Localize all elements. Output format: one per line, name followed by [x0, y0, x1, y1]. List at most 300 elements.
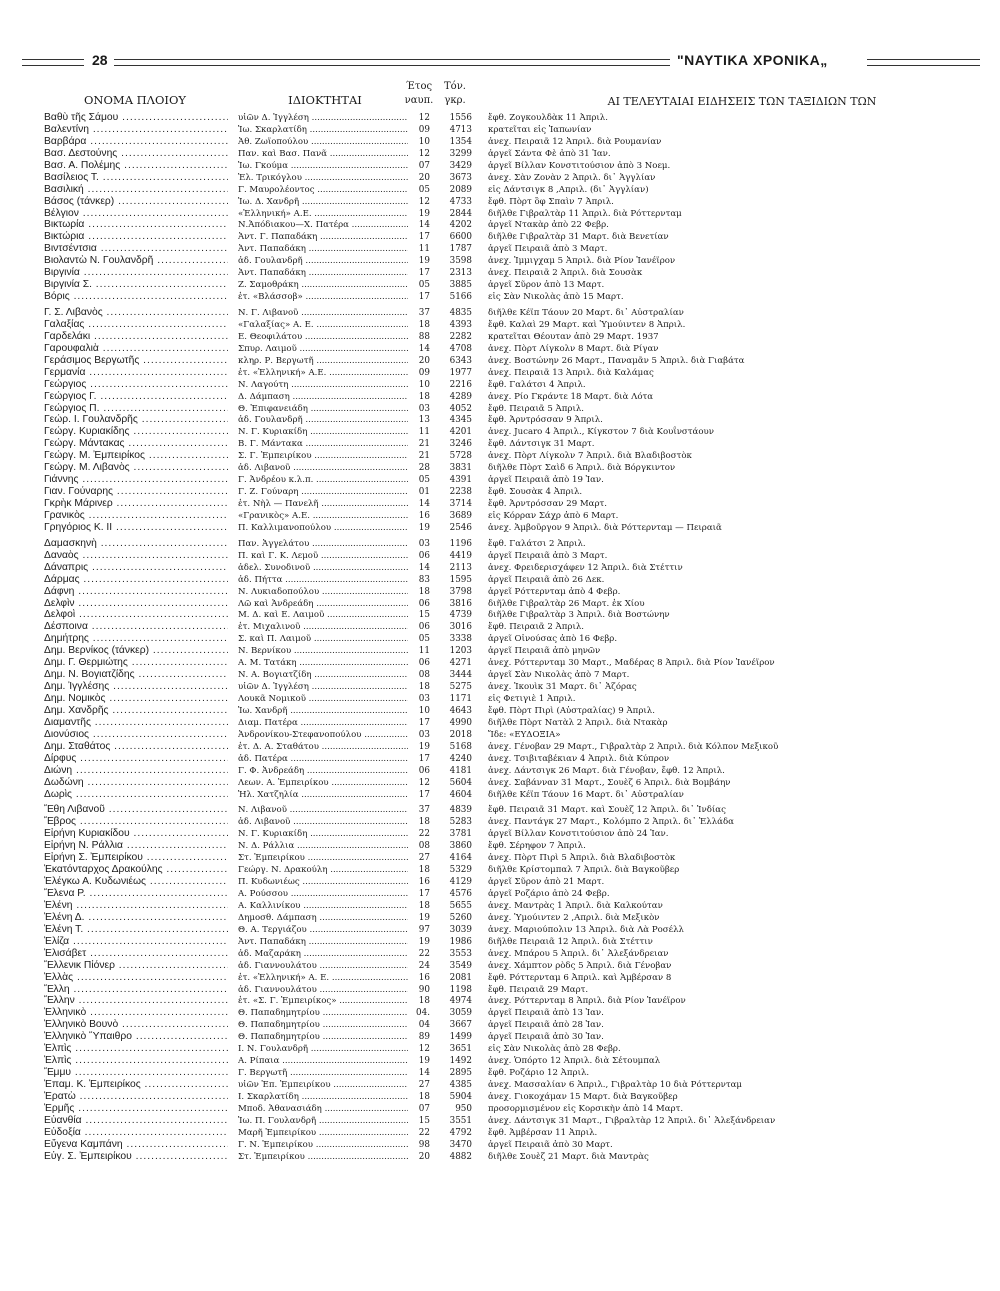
ship-year: 04.: [416, 1008, 430, 1019]
magazine-title: "ΝΑΥΤΙΚΑ ΧΡΟΝΙΚΑ„: [677, 52, 828, 68]
ship-tonnage: 1354: [449, 136, 472, 147]
ship-name: Ἐλπὶς .....: [44, 1055, 228, 1067]
ship-news: προσορμισμένον εἰς Κορσικὴν ἀπὸ 14 Μαρτ.: [488, 1103, 684, 1114]
ship-news: εἰς Δάντσιγκ 8 ,Απριλ. (δι᾽ Ἀγγλίαν): [488, 184, 649, 195]
ship-name: Ἑκατόνταρχος Δρακούλης .....: [44, 864, 228, 876]
ship-tonnage: 4990: [449, 717, 472, 728]
ship-year: 07: [418, 1103, 430, 1114]
ship-year: 06: [418, 598, 430, 609]
ship-year: 10: [418, 705, 430, 716]
ship-name: Δωρὶς .....: [44, 789, 228, 801]
ship-name: Ἔθη Λιβανοῦ .....: [44, 804, 228, 816]
ship-year: 18: [418, 319, 430, 330]
ship-year: 83: [418, 574, 430, 585]
ship-owner: Ἰω. Σκαρλατίδη .....: [238, 124, 408, 136]
table-row: [0, 474, 1000, 486]
ship-owner: υἱῶν Δ. Ἰγγλέση .....: [238, 681, 408, 693]
ship-tonnage: 4835: [449, 308, 472, 318]
table-row: [0, 828, 1000, 840]
ship-tonnage: 3651: [449, 1044, 472, 1055]
ship-year: 14: [418, 220, 430, 231]
header-rule-right: [867, 59, 980, 66]
ship-year: 19: [418, 741, 430, 752]
table-row: [0, 1115, 1000, 1127]
table-row: [0, 208, 1000, 220]
ship-owner: ἀδελ. Συνοδινοῦ .....: [238, 562, 408, 574]
ship-owner: υἱῶν Ἐπ. Ἐμπειρίκου .....: [238, 1079, 408, 1091]
ship-year: 09: [418, 367, 430, 378]
table-row: [0, 645, 1000, 657]
ship-year: 17: [418, 292, 430, 303]
ship-news: ἀργεῖ Πειραιᾶ ἀπὸ 3 Μαρτ.: [488, 244, 608, 255]
table-row: [0, 231, 1000, 243]
ship-tonnage: 4345: [449, 415, 472, 426]
ship-news: διῆλθε Κρίστομπαλ 7 Ἀπριλ. διὰ Βαγκοῦβερ: [488, 865, 680, 876]
table-row: [0, 936, 1000, 948]
ship-tonnage: 4708: [449, 343, 472, 354]
ship-year: 21: [418, 451, 430, 462]
ship-tonnage: 3549: [449, 960, 472, 971]
ship-name: Βιργινία Σ. .....: [44, 279, 228, 291]
ship-tonnage: 5283: [449, 817, 472, 828]
ship-year: 04: [418, 1020, 430, 1031]
ship-name: Γρηγόριος Κ. ΙΙ .....: [44, 522, 228, 534]
ship-news: διῆλθε Κέϊπ Τάουν 20 Μαρτ. δι᾽ Αὐστραλίαν: [488, 308, 684, 318]
ship-news: ἀργεῖ Πειραιᾶ ἀπὸ 28 Ἰαν.: [488, 1020, 604, 1031]
ship-news: εἰς Φετιγιὲ 1 Ἀπριλ.: [488, 694, 576, 704]
ship-tonnage: 3039: [449, 924, 472, 935]
ship-name: Ἐλίζα .....: [44, 936, 228, 948]
table-row: [0, 319, 1000, 331]
ship-year: 27: [418, 853, 430, 864]
ship-owner: Στ. Ἐμπειρίκου .....: [238, 852, 408, 864]
table-row: [0, 172, 1000, 184]
table-row: [0, 498, 1000, 510]
ship-year: 22: [418, 948, 430, 959]
ship-name: Ἐρατὼ .....: [44, 1091, 228, 1103]
ship-name: Ἔμμυ .....: [44, 1067, 228, 1079]
table-row: [0, 753, 1000, 765]
table-row: [0, 765, 1000, 777]
ship-name: Βικτωρία .....: [44, 219, 228, 231]
table-row: [0, 729, 1000, 741]
ship-tonnage: 2238: [449, 487, 472, 498]
ship-year: 06: [418, 658, 430, 669]
ship-name: Δαμασκηνὴ .....: [44, 538, 228, 550]
ship-year: 10: [418, 136, 430, 147]
table-row: [0, 184, 1000, 196]
ship-year: 28: [418, 463, 430, 474]
ship-owner: «Γρανικὸς» Α.Ε. .....: [238, 510, 408, 522]
table-row: [0, 741, 1000, 753]
ship-owner: Μαρῆ Ἐμπειρίκου .....: [238, 1127, 408, 1139]
ship-owner: Σ. Γ. Ἐμπειρίκου .....: [238, 450, 408, 462]
ship-name: Βικτώρια .....: [44, 231, 228, 243]
ship-name: Γερμανία .....: [44, 367, 228, 379]
ship-owner: Παν. Ἀγγελάτου .....: [238, 538, 408, 550]
ship-news: ἀνεχ. Πὸρτ Πιρὶ 5 Ἀπριλ. διὰ Βλαδιβοστὸκ: [488, 853, 676, 864]
ship-name: Γεράσιμος Βεργωτῆς .....: [44, 355, 228, 367]
table-row: [0, 864, 1000, 876]
ship-tonnage: 5904: [449, 1091, 472, 1102]
ship-owner: Λεων. Α. Ἐμπειρίκου .....: [238, 777, 408, 789]
ship-tonnage: 1203: [449, 646, 472, 657]
table-row: [0, 538, 1000, 550]
ship-owner: Ν.Ἀπόδιακου—Χ. Πατέρα .....: [238, 219, 408, 231]
ship-year: 05: [418, 280, 430, 291]
ship-year: 18: [418, 391, 430, 402]
ship-tonnage: 3553: [449, 948, 472, 959]
ship-news: ἀνεχ. Μπάρου 5 Ἀπριλ. δι᾽ Ἀλεξάνδρειαν: [488, 948, 669, 959]
ship-owner: Α. Ρίπαια .....: [238, 1055, 408, 1067]
ship-year: 06: [418, 622, 430, 633]
ship-tonnage: 2018: [449, 729, 472, 740]
ship-tonnage: 5329: [449, 865, 472, 876]
header-rule-left: [22, 59, 84, 66]
ship-year: 24: [418, 960, 430, 971]
ship-owner: ἀδ. Γουλανδρῆ .....: [238, 414, 408, 426]
ship-owner: Α. Καλλινίκου .....: [238, 900, 408, 912]
ship-name: Δημ. Ν. Βογιατζίδης .....: [44, 669, 228, 681]
ship-owner: Σ. καὶ Π. Λαιμοῦ .....: [238, 633, 408, 645]
ship-owner: Ν. Λυκιαδοπούλου .....: [238, 586, 408, 598]
ship-tonnage: 1492: [449, 1056, 472, 1067]
ship-news: ἀργεῖ Πειραιᾶ ἀπὸ 30 Ἰαν.: [488, 1032, 604, 1043]
ship-tonnage: 4576: [449, 889, 472, 899]
ship-year: 11: [418, 427, 430, 438]
ship-owner: υἱῶν Δ. Ἰγγλέση .....: [238, 112, 408, 124]
ship-table: [0, 112, 1000, 1163]
ship-tonnage: 6343: [449, 355, 472, 366]
ship-owner: Ἰω. Γκούμα .....: [238, 160, 408, 172]
ship-tonnage: 3714: [449, 499, 472, 509]
ship-name: Ἑλληνικὸ Ὕπαιθρο .....: [44, 1031, 228, 1043]
ship-owner: ἀδ. Λιβανοῦ .....: [238, 816, 408, 828]
ship-name: Γαρδελάκι .....: [44, 331, 228, 343]
ship-news: εἰς Σὰν Νικολὰς ἀπὸ 28 Φεβρ.: [488, 1044, 621, 1055]
table-row: [0, 438, 1000, 450]
ship-owner: «Ἑλληνική» Α.Ε. .....: [238, 208, 408, 220]
ship-news: ἀργεῖ Πειραιᾶ ἀπὸ 3 Μαρτ.: [488, 550, 608, 561]
ship-owner: ἐτ. «Ἑλληνική» Α. Ε. .....: [238, 972, 408, 984]
ship-news: ἀνεχ. Πὸρτ Λίγκολν 7 Ἀπριλ. διὰ Βλαδιβοστὸκ: [488, 451, 692, 462]
table-row: [0, 789, 1000, 801]
ship-name: Ἑρμῆς .....: [44, 1103, 228, 1115]
ship-name: Γ. Σ. Λιβανὸς .....: [44, 307, 228, 319]
table-row: [0, 255, 1000, 267]
ship-owner: Ν. Λαγούτη .....: [238, 379, 408, 391]
ship-name: Διαμαντῆς .....: [44, 717, 228, 729]
table-row: [0, 574, 1000, 586]
column-header-tons: Τόν. γκρ.: [444, 81, 466, 106]
ship-news: ἀργεῖ Βίλλαν Κονστιτούσιον ἀπὸ 3 Νοεμ.: [488, 160, 671, 171]
ship-owner: ἐτ. Νὴλ — Πανελῆ .....: [238, 498, 408, 510]
ship-tonnage: 3059: [449, 1008, 472, 1019]
ship-tonnage: 3667: [449, 1020, 472, 1031]
ship-news: διῆλθε Πὸρτ Νατὰλ 2 Ἀπριλ. διὰ Ντακὰρ: [488, 717, 668, 728]
ship-owner: Μ. Δ. καὶ Ε. Λαιμοῦ .....: [238, 609, 408, 621]
ship-tonnage: 2081: [449, 972, 472, 983]
ship-owner: Ν. Γ. Λιβανοῦ .....: [238, 307, 408, 319]
ship-year: 37: [418, 308, 430, 318]
ship-news: ἀργεῖ Ρόττερνταμ ἀπὸ 4 Φεβρ.: [488, 586, 621, 597]
ship-owner: Λῶ καὶ Ἀνδρεάδη .....: [238, 598, 408, 610]
table-row: [0, 669, 1000, 681]
ship-owner: ἀδ. Μαζαράκη .....: [238, 948, 408, 960]
ship-owner: «Γαλαξίας» Α. Ε. .....: [238, 319, 408, 331]
ship-year: 03: [418, 729, 430, 740]
table-row: [0, 196, 1000, 208]
ship-owner: Π. Κυδωνιέως .....: [238, 876, 408, 888]
ship-news: ἀνεχ. Σὰν Ζονὰν 2 Ἀπριλ. δι᾽ Ἀγγλίαν: [488, 172, 656, 183]
ship-owner: Ι. Σκαρλατίδη .....: [238, 1091, 408, 1103]
ship-owner: ἐτ. Μιχαλινοῦ .....: [238, 621, 408, 633]
table-row: [0, 1043, 1000, 1055]
ship-tonnage: 5260: [449, 912, 472, 923]
ship-name: Ἔλενα Ρ. .....: [44, 888, 228, 900]
ship-year: 17: [418, 789, 430, 800]
ship-tonnage: 4974: [449, 996, 472, 1007]
ship-tonnage: 5168: [449, 741, 472, 752]
ship-year: 16: [418, 510, 430, 521]
ship-name: Γεώργ. Κυριακίδης .....: [44, 426, 228, 438]
ship-owner: Παν. καὶ Βασ. Πανᾶ .....: [238, 148, 408, 160]
ship-news: διῆλθε Πειραιᾶ 12 Ἀπριλ. διὰ Στέττιν: [488, 936, 653, 947]
table-row: [0, 331, 1000, 343]
ship-tonnage: 2282: [449, 331, 472, 342]
ship-name: Βαρβάρα .....: [44, 136, 228, 148]
ship-year: 19: [418, 522, 430, 533]
ship-tonnage: 4271: [449, 658, 472, 669]
ship-year: 98: [418, 1139, 430, 1150]
ship-tonnage: 4604: [449, 789, 472, 800]
ship-year: 18: [418, 996, 430, 1007]
ship-name: Βέλγιον .....: [44, 208, 228, 220]
ship-tonnage: 4643: [449, 705, 472, 716]
ship-tonnage: 5728: [449, 451, 472, 462]
ship-name: Δημ. Γ. Θερμιώτης .....: [44, 657, 228, 669]
ship-tonnage: 5655: [449, 900, 472, 911]
ship-year: 14: [418, 1068, 430, 1079]
column-header-owners: ΙΔΙΟΚΤΗΤΑΙ: [288, 93, 362, 107]
ship-year: 27: [418, 1080, 430, 1090]
ship-news: ἔφθ. Ζογκουλδὰκ 11 Ἀπριλ.: [488, 113, 608, 123]
ship-owner: Π. καὶ Γ. Κ. Λεμοῦ .....: [238, 550, 408, 562]
ship-owner: κληρ. Ρ. Βεργωτῆ .....: [238, 355, 408, 367]
ship-news: διῆλθε Γιβραλτὰρ 31 Μαρτ. διὰ Βενετίαν: [488, 232, 669, 243]
ship-news: ἔφθ. Πειραιᾶ 31 Μαρτ. καὶ Σουὲζ 12 Ἀπριλ. δι᾽ Ἰνδίας: [488, 805, 726, 816]
ship-tonnage: 2313: [449, 268, 472, 279]
ship-owner: Β. Γ. Μάντακα .....: [238, 438, 408, 450]
ship-name: Διονύσιος .....: [44, 729, 228, 741]
ship-news: ἔφθ. Σουσὰκ 4 Ἀπριλ.: [488, 487, 583, 498]
ship-news: ἔφθ. Πειραιᾶ 2 Ἀπριλ.: [488, 622, 584, 633]
ship-news: ἀργεῖ Ντακὰρ ἀπὸ 22 Φεβρ.: [488, 220, 609, 231]
ship-name: Βιργινία .....: [44, 267, 228, 279]
table-row: [0, 1019, 1000, 1031]
ship-news: διῆλθε Πὸρτ Σαὶδ 6 Ἀπριλ. διὰ Βόργκιντον: [488, 463, 676, 474]
ship-year: 13: [418, 415, 430, 426]
ship-name: Διώνη .....: [44, 765, 228, 777]
ship-name: Δελφοὶ .....: [44, 609, 228, 621]
ship-name: Γεώρ. Ι. Γουλανδρῆς .....: [44, 414, 228, 426]
ship-tonnage: 3831: [449, 463, 472, 474]
ship-owner: Θ. Παπαδημητρίου .....: [238, 1007, 408, 1019]
ship-tonnage: 4839: [449, 805, 472, 816]
table-row: [0, 705, 1000, 717]
ship-news: εἰς Σὰν Νικολὰς ἀπὸ 15 Μαρτ.: [488, 292, 624, 303]
ship-news: ἀργεῖ Πειραιᾶ ἀπὸ 19 Ἰαν.: [488, 475, 604, 486]
ship-tonnage: 5275: [449, 682, 472, 693]
ship-name: Βασ. Δεστούνης .....: [44, 148, 228, 160]
ship-news: ἀργεῖ Σὰν Νικολὰς ἀπὸ 7 Μαρτ.: [488, 670, 630, 681]
ship-owner: Γ. Μαυρολέοντος .....: [238, 184, 408, 196]
ship-owner: Ἰω. Δ. Χανδρῆ .....: [238, 196, 408, 208]
table-row: [0, 900, 1000, 912]
ship-year: 12: [418, 1044, 430, 1055]
ship-news: κρατεῖται Θέουταν ἀπὸ 29 Μαρτ. 1937: [488, 331, 659, 342]
table-row: [0, 1103, 1000, 1115]
ship-owner: Διαμ. Πατέρα .....: [238, 717, 408, 729]
ship-name: Γεώργ. Μ. Ἐμπειρίκος .....: [44, 450, 228, 462]
table-row: [0, 1151, 1000, 1163]
ship-name: Δωδώνη .....: [44, 777, 228, 789]
ship-news: ἀνεχ. Πειραιᾶ 12 Ἀπριλ. διὰ Ρουμανίαν: [488, 136, 662, 147]
table-row: [0, 972, 1000, 984]
ship-name: Γεώργιος Γ. .....: [44, 391, 228, 403]
ship-tonnage: 4289: [449, 391, 472, 402]
ship-tonnage: 3246: [449, 439, 472, 450]
ship-news: ἔφθ. Ἀμβέρσαν 11 Ἀπριλ.: [488, 1127, 598, 1138]
ship-year: 07: [418, 160, 430, 171]
ship-year: 16: [418, 972, 430, 983]
ship-tonnage: 4164: [449, 853, 472, 864]
ship-name: Γεώργιος .....: [44, 379, 228, 391]
table-row: [0, 1127, 1000, 1139]
ship-name: Γεώργ. Μάντακας .....: [44, 438, 228, 450]
table-row: [0, 136, 1000, 148]
ship-name: Ἑλληνικὸ .....: [44, 1007, 228, 1019]
ship-owner: ἐτ. «Σ. Γ. Ἐμπειρίκος» .....: [238, 995, 408, 1007]
ship-tonnage: 3798: [449, 586, 472, 597]
table-row: [0, 1091, 1000, 1103]
ship-news: ἀνεχ. Πειραιᾶ 2 Ἀπριλ. διὰ Σουσὰκ: [488, 268, 643, 279]
ship-year: 01: [418, 487, 430, 498]
ship-tonnage: 3689: [449, 510, 472, 521]
ship-name: Βιντσέντσια .....: [44, 243, 228, 255]
ship-name: Δημ. Νομικὸς .....: [44, 693, 228, 705]
table-row: [0, 562, 1000, 574]
ship-year: 03: [418, 538, 430, 549]
ship-name: Εἰρήνη Σ. Ἐμπειρίκου .....: [44, 852, 228, 864]
ship-year: 18: [418, 900, 430, 911]
ship-owner: Ἀντ. Παπαδάκη .....: [238, 243, 408, 255]
ship-news: ἔφθ. Δάντσιγκ 31 Μαρτ.: [488, 439, 595, 450]
ship-year: 19: [418, 1056, 430, 1067]
ship-tonnage: 4129: [449, 877, 472, 888]
ship-year: 14: [418, 499, 430, 509]
table-row: [0, 160, 1000, 172]
table-row: [0, 924, 1000, 936]
ship-news: ἔφθ. Σέρηφον 7 Ἀπριλ.: [488, 841, 586, 852]
ship-name: Δίρφυς .....: [44, 753, 228, 765]
ship-tonnage: 4739: [449, 610, 472, 621]
ship-year: 12: [418, 113, 430, 123]
ship-owner: Ν. Γ. Κυριακίδη .....: [238, 426, 408, 438]
ship-tonnage: 1595: [449, 574, 472, 585]
ship-year: 88: [418, 331, 430, 342]
ship-year: 20: [418, 355, 430, 366]
table-row: [0, 450, 1000, 462]
ship-owner: ἐτ. «Ἑλληνική» Α.Ε. .....: [238, 367, 408, 379]
table-row: [0, 876, 1000, 888]
table-row: [0, 391, 1000, 403]
ship-year: 17: [418, 717, 430, 728]
ship-year: 05: [418, 475, 430, 486]
ship-tonnage: 5166: [449, 292, 472, 303]
ship-name: Ἑλένη Δ. .....: [44, 912, 228, 924]
ship-owner: Α. Ρούσσου .....: [238, 888, 408, 900]
ship-tonnage: 4052: [449, 403, 472, 414]
ship-name: Δαναὸς .....: [44, 550, 228, 562]
ship-owner: ἀδ. Γουλανδρῆ .....: [238, 255, 408, 267]
ship-news: ἀνεχ. Ρίο Γκράντε 18 Μαρτ. διὰ Λότα: [488, 391, 654, 402]
table-row: [0, 148, 1000, 160]
table-row: [0, 550, 1000, 562]
ship-tonnage: 3885: [449, 280, 472, 291]
ship-year: 17: [418, 753, 430, 764]
ship-year: 18: [418, 817, 430, 828]
ship-name: Ἑλλὰς .....: [44, 972, 228, 984]
ship-tonnage: 3781: [449, 829, 472, 840]
ship-year: 12: [418, 148, 430, 159]
table-row: [0, 717, 1000, 729]
ship-owner: Ι. Ν. Γουλανδρῆ .....: [238, 1043, 408, 1055]
table-row: [0, 657, 1000, 669]
ship-year: 19: [418, 256, 430, 267]
ship-name: Ἑλένη .....: [44, 900, 228, 912]
ship-name: Βαλεντίνη .....: [44, 124, 228, 136]
table-row: [0, 243, 1000, 255]
ship-tonnage: 3470: [449, 1139, 472, 1150]
ship-name: Εἰρήνη Κυριακίδου .....: [44, 828, 228, 840]
ship-tonnage: 4792: [449, 1127, 472, 1138]
table-row: [0, 414, 1000, 426]
ship-name: Βαθὺ τῆς Σάμου .....: [44, 112, 228, 124]
ship-name: Ἕλλενικ Πἰόνερ .....: [44, 960, 228, 972]
ship-owner: Ἡλ. Χατζηλία .....: [238, 789, 408, 801]
ship-year: 17: [418, 268, 430, 279]
ship-news: ἔφθ. Ἀρντρόσσαν 9 Ἀπριλ.: [488, 415, 603, 426]
ship-news: ἔφθ. Πειραιᾶ 5 Ἀπριλ.: [488, 403, 584, 414]
ship-news: ἔφθ. Πὸρτ Πιρὶ (Αὐστραλίας) 9 Ἀπριλ.: [488, 705, 655, 716]
ship-owner: Ε. Θεοφιλάτου .....: [238, 331, 408, 343]
ship-owner: Π. Καλλιμανοπούλου .....: [238, 522, 408, 534]
ship-tonnage: 4733: [449, 196, 472, 207]
ship-owner: Γ. Ἀνδρέου κ.λ.π. .....: [238, 474, 408, 486]
table-row: [0, 693, 1000, 705]
ship-news: ἔφθ. Ρόττερνταμ 6 Ἀπριλ. καὶ Ἀμβέρσαν 8: [488, 972, 672, 983]
ship-year: 90: [418, 984, 430, 995]
ship-news: ἀνεχ. Φρειδερισχάφεν 12 Ἀπριλ. διὰ Στέττιν: [488, 562, 683, 573]
ship-owner: Στ. Ἐμπειρίκου .....: [238, 1151, 408, 1163]
ship-owner: Ἐλ. Τρικόγλου .....: [238, 172, 408, 184]
ship-owner: Ἀνδρονίκου-Στεφανοπούλου .....: [238, 729, 408, 741]
table-row: [0, 279, 1000, 291]
ship-news: ἀργεῖ Σῦρον ἀπὸ 13 Μαρτ.: [488, 280, 605, 291]
ship-owner: ἀδ. Πήττα .....: [238, 574, 408, 586]
ship-news: διῆλθε Γιβραλτὰρ 26 Μαρτ. ἐκ Χίου: [488, 598, 645, 609]
